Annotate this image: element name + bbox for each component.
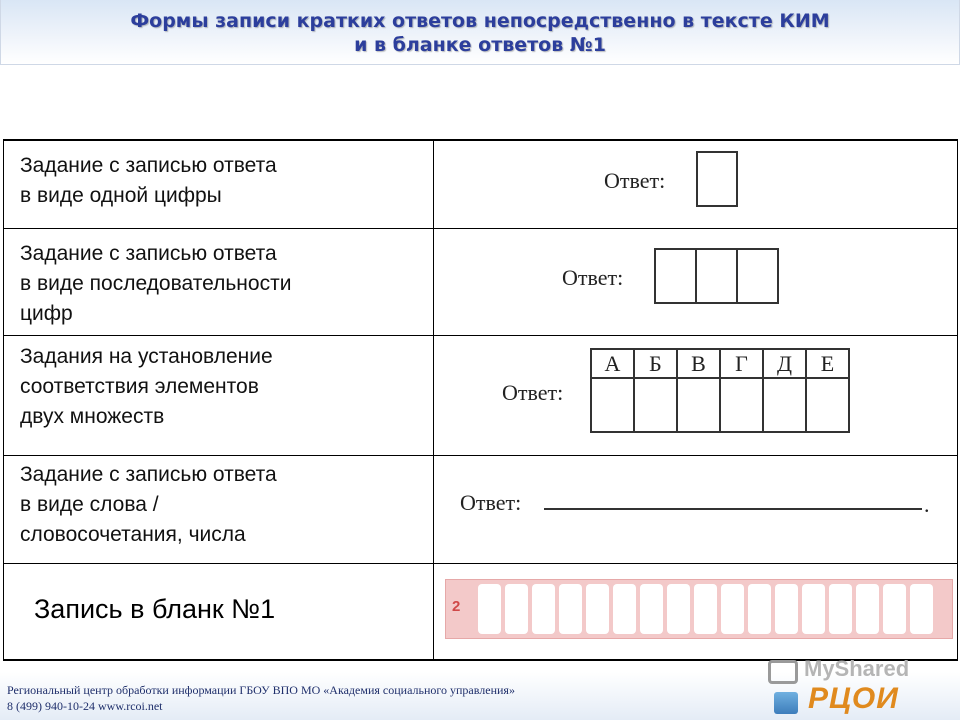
task-description: Задание с записью ответа в виде слова / словосочетания, числа [20,463,277,546]
answer-example-cell [434,456,957,563]
task-description-cell [4,141,434,228]
form-cell [667,584,690,634]
answer-label: Ответ: [562,265,624,290]
grid-answer-cell [634,378,677,432]
answer-example-cell [434,336,957,455]
task-description: Задания на установление соответствия элементов двух множеств [20,345,273,428]
form-cell [802,584,825,634]
form-cell [883,584,906,634]
grid-column-header: Е [806,349,849,378]
form-cell [559,584,582,634]
form-cell [775,584,798,634]
matching-answer-grid [590,348,850,433]
table-row [4,229,957,336]
logo [768,656,948,718]
stack-icon [774,692,798,714]
answer-end-mark: . [924,492,930,517]
form-cell [478,584,501,634]
task-description: Задание с записью ответа в виде последовательности цифр [20,242,292,325]
grid-answer-cell [591,378,634,432]
grid-column-header: Б [634,349,677,378]
answer-box [654,248,697,304]
form-cell [640,584,663,634]
brand-name: MyShared [804,656,910,681]
strip-number: 2 [452,598,461,615]
answer-label: Ответ: [502,380,564,405]
form-cell [505,584,528,634]
slide-title-line-2: и в бланке ответов №1 [354,34,606,56]
form-cell [829,584,852,634]
form-cell [910,584,933,634]
form-cell [586,584,609,634]
task-description-cell [4,564,434,661]
answer-label: Ответ: [604,168,666,193]
grid-column-header: А [591,349,634,378]
answer-example-cell [434,564,957,661]
answer-blank-line [544,508,922,510]
blank-form-label: Запись в бланк №1 [34,594,276,624]
table-row [4,456,957,564]
footer-contacts: 8 (499) 940-10-24 www.rcoi.net [7,699,163,713]
form-cell [694,584,717,634]
answer-forms-table [3,139,958,661]
answer-label: Ответ: [460,490,522,515]
answer-box [695,248,738,304]
grid-answer-cell [677,378,720,432]
footer-organization: Региональный центр обработки информации ГБОУ ВПО МО «Академия социального управления» [7,683,515,697]
form-cell [613,584,636,634]
slide-title [0,0,960,65]
slide-title-line-1: Формы записи кратких ответов непосредственно в тексте КИМ [130,10,830,32]
monitor-icon [768,660,798,684]
task-description: Задание с записью ответа в виде одной цифры [20,154,277,207]
table-row [4,564,957,661]
task-description-cell [4,456,434,563]
answer-form-strip [445,579,953,639]
form-cell [748,584,771,634]
grid-answer-cell [720,378,763,432]
answer-example-cell [434,229,957,335]
grid-column-header: Д [763,349,806,378]
table-row [4,141,957,229]
form-cell [721,584,744,634]
answer-box [736,248,779,304]
table-row [4,336,957,456]
answer-box [696,151,738,207]
brand-rcoi: РЦОИ [808,682,899,715]
grid-column-header: В [677,349,720,378]
grid-column-header: Г [720,349,763,378]
grid-answer-cell [806,378,849,432]
grid-answer-cell [763,378,806,432]
task-description-cell [4,229,434,335]
answer-example-cell [434,141,957,228]
task-description-cell [4,336,434,455]
form-cell [532,584,555,634]
form-cell [856,584,879,634]
